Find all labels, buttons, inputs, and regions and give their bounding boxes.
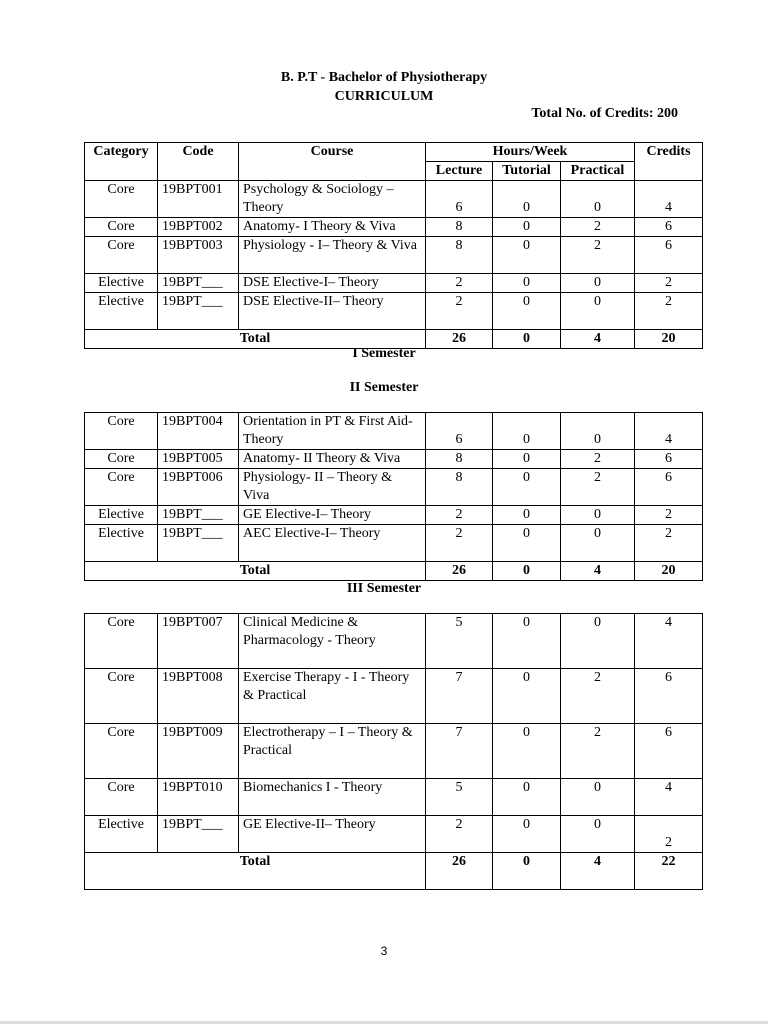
table-row — [85, 181, 703, 218]
row-practical: 0 — [561, 181, 635, 218]
row-lecture: 2 — [426, 293, 493, 330]
row-course: Anatomy- II Theory & Viva — [239, 450, 426, 469]
row-lecture: 8 — [426, 469, 493, 506]
row-tutorial: 0 — [493, 779, 561, 816]
page-number: 3 — [380, 944, 388, 958]
row-course: Physiology- II – Theory & Viva — [239, 469, 426, 506]
row-practical: 0 — [561, 506, 635, 525]
row-credits: 2 — [635, 525, 703, 562]
total-lecture: 26 — [426, 853, 493, 890]
row-credits: 6 — [635, 237, 703, 274]
total-lecture: 26 — [426, 562, 493, 581]
row-course: DSE Elective-II– Theory — [239, 293, 426, 330]
row-lecture: 2 — [426, 816, 493, 853]
table-row — [85, 669, 703, 724]
row-lecture: 8 — [426, 218, 493, 237]
row-credits: 4 — [635, 181, 703, 218]
row-category: Core — [85, 779, 158, 816]
row-lecture: 7 — [426, 724, 493, 779]
table-row — [85, 413, 703, 450]
semester-2-label: II Semester — [349, 380, 419, 395]
row-lecture: 8 — [426, 450, 493, 469]
row-practical: 0 — [561, 779, 635, 816]
row-lecture: 8 — [426, 237, 493, 274]
row-tutorial: 0 — [493, 413, 561, 450]
row-category: Elective — [85, 816, 158, 853]
row-tutorial: 0 — [493, 274, 561, 293]
header-hours-week: Hours/Week — [426, 143, 635, 162]
total-label: Total — [85, 853, 426, 890]
row-tutorial: 0 — [493, 218, 561, 237]
row-practical: 0 — [561, 525, 635, 562]
row-code: 19BPT010 — [158, 779, 239, 816]
row-course: Physiology - I– Theory & Viva — [239, 237, 426, 274]
row-code: 19BPT___ — [158, 506, 239, 525]
row-course: Exercise Therapy - I - Theory & Practical — [239, 669, 426, 724]
row-category: Core — [85, 181, 158, 218]
row-tutorial: 0 — [493, 450, 561, 469]
total-lecture: 26 — [426, 330, 493, 349]
row-course: GE Elective-I– Theory — [239, 506, 426, 525]
row-credits: 6 — [635, 724, 703, 779]
table-row — [85, 506, 703, 525]
row-practical: 0 — [561, 413, 635, 450]
semester-2-table — [84, 412, 703, 581]
total-row — [85, 562, 703, 581]
document-title: B. P.T - Bachelor of Physiotherapy — [280, 70, 488, 85]
row-credits: 4 — [635, 614, 703, 669]
row-course: AEC Elective-I– Theory — [239, 525, 426, 562]
header-category: Category — [85, 143, 158, 181]
header-credits: Credits — [635, 143, 703, 181]
row-credits: 6 — [635, 469, 703, 506]
header-course: Course — [239, 143, 426, 181]
row-tutorial: 0 — [493, 669, 561, 724]
semester-3-table — [84, 613, 703, 890]
row-category: Core — [85, 450, 158, 469]
row-category: Elective — [85, 274, 158, 293]
total-label: Total — [85, 562, 426, 581]
table-row — [85, 469, 703, 506]
table-row — [85, 614, 703, 669]
row-lecture: 2 — [426, 506, 493, 525]
total-practical: 4 — [561, 330, 635, 349]
row-category: Core — [85, 724, 158, 779]
row-lecture: 6 — [426, 181, 493, 218]
row-practical: 2 — [561, 237, 635, 274]
document-subtitle: CURRICULUM — [334, 89, 434, 104]
total-tutorial: 0 — [493, 330, 561, 349]
row-tutorial: 0 — [493, 614, 561, 669]
table-row — [85, 293, 703, 330]
row-practical: 0 — [561, 293, 635, 330]
row-category: Core — [85, 614, 158, 669]
row-tutorial: 0 — [493, 525, 561, 562]
table-row — [85, 237, 703, 274]
row-credits: 2 — [635, 816, 703, 853]
table-row — [85, 274, 703, 293]
row-code: 19BPT___ — [158, 274, 239, 293]
row-course: DSE Elective-I– Theory — [239, 274, 426, 293]
row-course: Electrotherapy – I – Theory & Practical — [239, 724, 426, 779]
row-code: 19BPT___ — [158, 525, 239, 562]
row-tutorial: 0 — [493, 816, 561, 853]
semester-1-label: I Semester — [352, 346, 416, 361]
row-lecture: 2 — [426, 525, 493, 562]
table-row — [85, 779, 703, 816]
row-tutorial: 0 — [493, 469, 561, 506]
row-practical: 0 — [561, 614, 635, 669]
row-category: Elective — [85, 506, 158, 525]
table-row — [85, 816, 703, 853]
row-code: 19BPT002 — [158, 218, 239, 237]
row-category: Elective — [85, 293, 158, 330]
row-code: 19BPT005 — [158, 450, 239, 469]
row-credits: 2 — [635, 293, 703, 330]
total-credits: Total No. of Credits: 200 — [531, 106, 678, 121]
total-tutorial: 0 — [493, 562, 561, 581]
row-course: Anatomy- I Theory & Viva — [239, 218, 426, 237]
total-credits-cell: 20 — [635, 562, 703, 581]
row-course: Orientation in PT & First Aid- Theory — [239, 413, 426, 450]
row-code: 19BPT006 — [158, 469, 239, 506]
row-category: Core — [85, 237, 158, 274]
total-credits-cell: 22 — [635, 853, 703, 890]
row-course: Psychology & Sociology – Theory — [239, 181, 426, 218]
row-lecture: 7 — [426, 669, 493, 724]
row-credits: 6 — [635, 450, 703, 469]
total-label: Total — [85, 330, 426, 349]
row-code: 19BPT004 — [158, 413, 239, 450]
row-lecture: 5 — [426, 614, 493, 669]
row-course: GE Elective-II– Theory — [239, 816, 426, 853]
row-credits: 6 — [635, 669, 703, 724]
row-credits: 6 — [635, 218, 703, 237]
row-category: Core — [85, 218, 158, 237]
row-code: 19BPT___ — [158, 816, 239, 853]
row-category: Elective — [85, 525, 158, 562]
row-credits: 2 — [635, 506, 703, 525]
row-code: 19BPT009 — [158, 724, 239, 779]
row-tutorial: 0 — [493, 293, 561, 330]
row-code: 19BPT003 — [158, 237, 239, 274]
row-tutorial: 0 — [493, 237, 561, 274]
row-tutorial: 0 — [493, 506, 561, 525]
row-credits: 2 — [635, 274, 703, 293]
row-credits: 4 — [635, 413, 703, 450]
row-practical: 0 — [561, 274, 635, 293]
row-category: Core — [85, 413, 158, 450]
total-row — [85, 853, 703, 890]
total-practical: 4 — [561, 853, 635, 890]
row-tutorial: 0 — [493, 181, 561, 218]
row-category: Core — [85, 469, 158, 506]
row-course: Clinical Medicine & Pharmacology - Theory — [239, 614, 426, 669]
header-tutorial: Tutorial — [493, 162, 561, 181]
total-practical: 4 — [561, 562, 635, 581]
row-code: 19BPT007 — [158, 614, 239, 669]
table-row — [85, 724, 703, 779]
row-category: Core — [85, 669, 158, 724]
semester-1-table — [84, 142, 703, 349]
row-tutorial: 0 — [493, 724, 561, 779]
semester-3-label: III Semester — [346, 581, 422, 596]
row-practical: 2 — [561, 724, 635, 779]
row-practical: 0 — [561, 816, 635, 853]
row-lecture: 6 — [426, 413, 493, 450]
row-code: 19BPT001 — [158, 181, 239, 218]
header-practical: Practical — [561, 162, 635, 181]
row-lecture: 2 — [426, 274, 493, 293]
row-code: 19BPT___ — [158, 293, 239, 330]
table-row — [85, 450, 703, 469]
header-code: Code — [158, 143, 239, 181]
row-credits: 4 — [635, 779, 703, 816]
row-practical: 2 — [561, 469, 635, 506]
header-lecture: Lecture — [426, 162, 493, 181]
row-code: 19BPT008 — [158, 669, 239, 724]
row-practical: 2 — [561, 218, 635, 237]
row-practical: 2 — [561, 450, 635, 469]
table-row — [85, 525, 703, 562]
total-credits-cell: 20 — [635, 330, 703, 349]
table-row — [85, 218, 703, 237]
row-course: Biomechanics I - Theory — [239, 779, 426, 816]
row-practical: 2 — [561, 669, 635, 724]
total-tutorial: 0 — [493, 853, 561, 890]
row-lecture: 5 — [426, 779, 493, 816]
